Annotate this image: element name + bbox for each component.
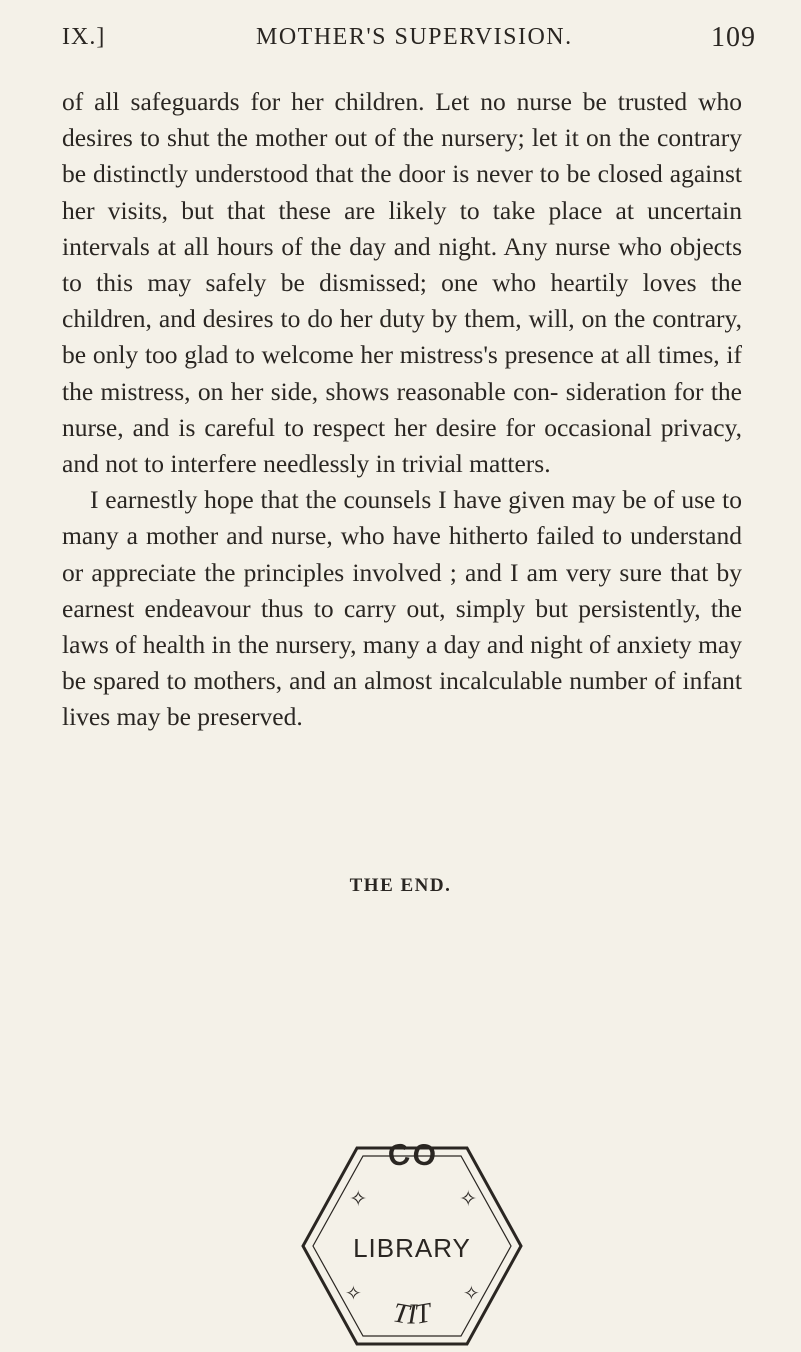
- page-number: 109: [711, 22, 756, 53]
- paragraph-2: I earnestly hope that the counsels I have given may be of use to many a mother and nurse, who have hitherto failed to understand or appreciate the principles involved ; and I am very sure that by earnest endeavour thus to carry out, simply but persistently, the laws of health in the nursery, many a day and night of anxiety may be spared to mothers, and an almost incalculable number of infant lives may be preserved.: [62, 485, 742, 732]
- running-head: [62, 22, 762, 62]
- stamp-ornament-right: ✧: [459, 1187, 478, 1212]
- stamp-arc-bottom: TIT: [390, 1297, 434, 1331]
- stamp-ornament-left: ✧: [349, 1187, 368, 1212]
- stamp-ornament-bottom-right: ✧: [463, 1281, 480, 1305]
- library-stamp: [299, 1142, 525, 1350]
- the-end-heading: THE END.: [349, 875, 452, 896]
- body-text: [62, 84, 742, 736]
- chapter-number: IX.]: [62, 24, 106, 50]
- paragraph-1: of all safeguards for her children. Let no nurse be trusted who desires to shut the mother out of the nursery; let it on the contrary be distinctly understood that the door is never to be closed against her visits, but that these are likely to take place at uncertain intervals at all hours of the day and night. Any nurse who objects to this may safely be dismissed; one who heartily loves the children, and desires to do her duty by them, will, on the contrary, be only too glad to welcome her mistress's presence at all times, if the mistress, on her side, shows reasonable con- sideration for the nurse, and is careful to respect her desire for occasional privacy, and not to interfere needlessly in trivial matters.: [62, 87, 742, 479]
- stamp-ornament-bottom-left: ✧: [345, 1281, 362, 1305]
- stamp-center-text: LIBRARY: [353, 1233, 471, 1263]
- stamp-arc-top: CO: [385, 1142, 439, 1174]
- running-title: MOTHER'S SUPERVISION.: [256, 24, 573, 50]
